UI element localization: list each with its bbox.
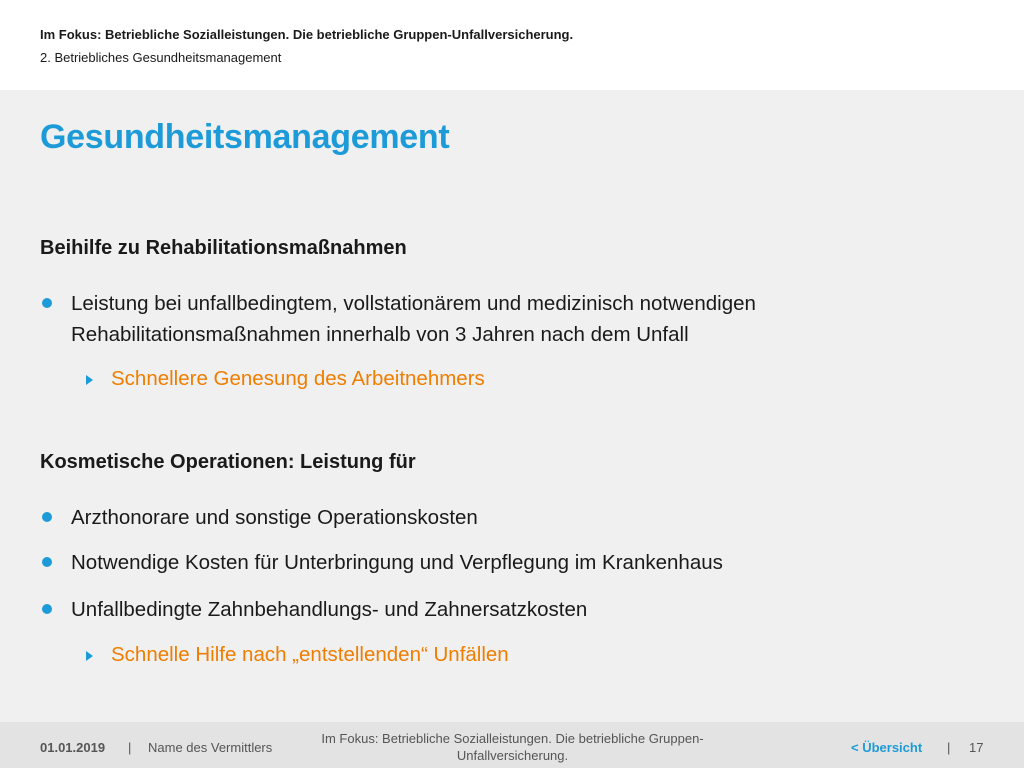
section-heading-kosmetische-operationen: Kosmetische Operationen: Leistung für <box>40 451 416 473</box>
footer-vermittler: Name des Vermittlers <box>148 740 273 755</box>
bullet-item <box>40 502 478 533</box>
bullet-item <box>40 547 723 578</box>
triangle-right-icon <box>86 651 93 661</box>
header-bar <box>0 0 1024 90</box>
bullet-dot-icon <box>42 557 52 567</box>
page-title: Gesundheitsmanagement <box>40 118 450 156</box>
bullet-dot-icon <box>42 604 52 614</box>
footer-document-title-line2: Unfallversicherung. <box>456 748 569 763</box>
sub-bullet-item <box>86 367 485 391</box>
bullet-text: Notwendige Kosten für Unterbringung und Verpflegung im Krankenhaus <box>71 551 723 574</box>
bullet-item <box>40 594 587 625</box>
footer-document-title <box>290 730 735 764</box>
section-heading-rehabilitation: Beihilfe zu Rehabilitationsmaßnahmen <box>40 237 407 259</box>
footer-separator: | <box>128 740 132 755</box>
bullet-text-line2: Rehabilitationsmaßnahmen innerhalb von 3 Jahren nach dem Unfall <box>71 323 689 346</box>
bullet-item <box>40 288 756 350</box>
header-subtitle: 2. Betriebliches Gesundheitsmanagement <box>40 50 282 65</box>
page-number: 17 <box>969 740 984 755</box>
footer-document-title-line1: Im Fokus: Betriebliche Sozialleistungen. Die betriebliche Gruppen- <box>321 731 704 746</box>
bullet-text: Arzthonorare und sonstige Operationskosten <box>71 506 478 529</box>
sub-bullet-text: Schnelle Hilfe nach „entstellenden“ Unfällen <box>111 643 509 666</box>
bullet-text-line1: Leistung bei unfallbedingtem, vollstationärem und medizinisch notwendigen <box>71 292 756 315</box>
bullet-dot-icon <box>42 298 52 308</box>
footer-bar <box>0 722 1024 768</box>
footer-separator: | <box>947 740 951 755</box>
bullet-dot-icon <box>42 512 52 522</box>
overview-link[interactable]: < Übersicht <box>851 740 923 755</box>
sub-bullet-text: Schnellere Genesung des Arbeitnehmers <box>111 367 485 390</box>
header-title: Im Fokus: Betriebliche Sozialleistungen. Die betriebliche Gruppen-Unfallversicherung. <box>40 27 574 42</box>
footer-date: 01.01.2019 <box>40 740 106 755</box>
triangle-right-icon <box>86 375 93 385</box>
sub-bullet-item <box>86 643 509 667</box>
bullet-text: Unfallbedingte Zahnbehandlungs- und Zahnersatzkosten <box>71 598 588 621</box>
